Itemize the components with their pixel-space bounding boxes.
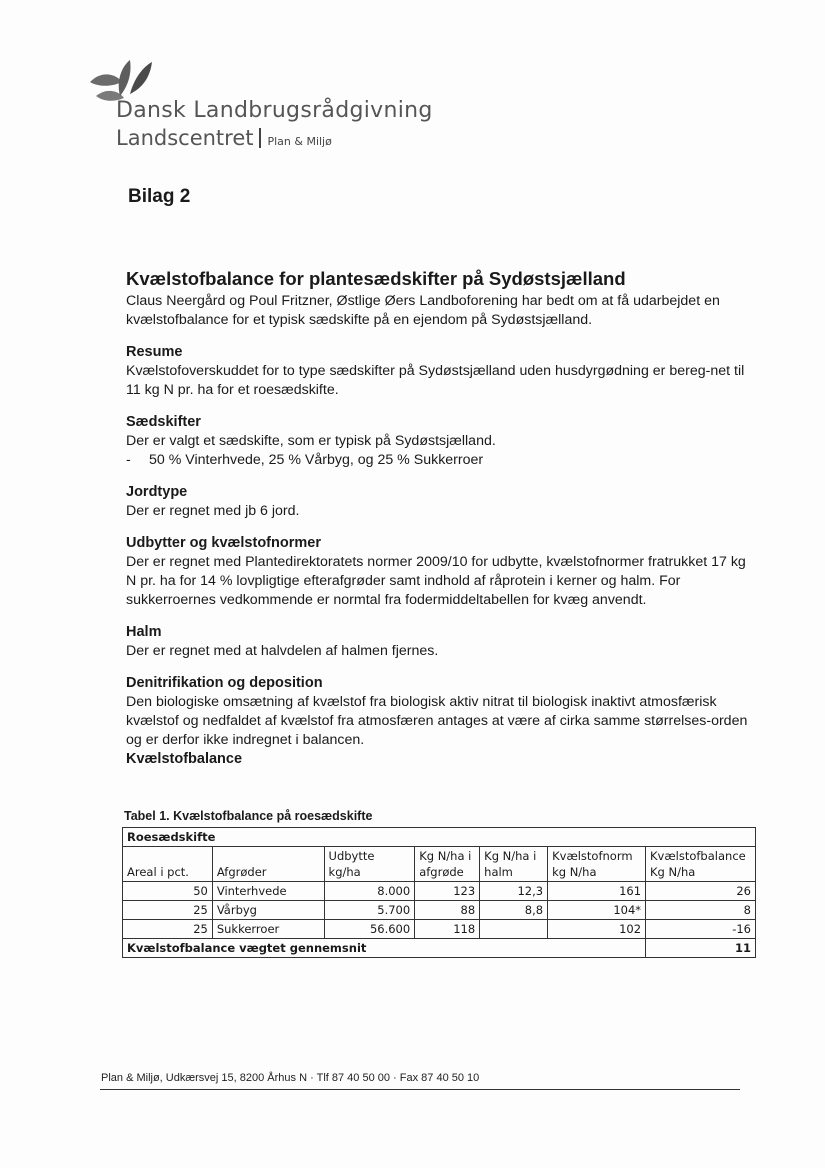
cell-areal: 50 <box>123 882 213 901</box>
nitrogen-balance-table <box>122 827 756 958</box>
cell-udbytte: 5.700 <box>324 901 415 920</box>
section-halm <box>126 623 756 661</box>
cell-udbytte: 56.600 <box>324 920 415 939</box>
table-group-title: Roesædskifte <box>123 828 756 847</box>
section-saedskifter <box>126 413 756 470</box>
header-cell: Areal i pct. <box>123 847 213 882</box>
organization-logo <box>86 56 446 156</box>
document-title: Kvælstofbalance for plantesædskifter på Sydøstsjælland <box>126 268 626 289</box>
footer-divider <box>100 1089 740 1090</box>
table-total-row <box>123 939 756 958</box>
table-caption: Tabel 1. Kvælstofbalance på roesædskifte <box>124 809 373 823</box>
footer-address: Plan & Miljø, Udkærsvej 15, 8200 Århus N · Tlf 87 40 50 00 · Fax 87 40 50 10 <box>101 1072 480 1084</box>
table-row <box>123 920 756 939</box>
total-label: Kvælstofbalance vægtet gennemsnit <box>123 939 646 958</box>
bullet-text: 50 % Vinterhvede, 25 % Vårbyg, og 25 % Sukkerroer <box>149 452 484 468</box>
cell-balance: 26 <box>646 882 756 901</box>
cell-n-halm: 8,8 <box>480 901 548 920</box>
logo-line-organization: Dansk Landbrugsrådgivning <box>116 98 433 123</box>
cell-norm: 104* <box>548 901 646 920</box>
logo-landscentret: Landscentret <box>116 126 254 150</box>
logo-line-department <box>116 126 332 150</box>
bullet-item <box>126 451 756 470</box>
cell-n-halm: 12,3 <box>480 882 548 901</box>
section-heading: Udbytter og kvælstofnormer <box>126 535 321 551</box>
cell-afgrode: Vinterhvede <box>212 882 324 901</box>
section-heading: Jordtype <box>126 484 188 500</box>
section-heading: Sædskifter <box>126 414 201 430</box>
cell-afgrode: Sukkerroer <box>212 920 324 939</box>
table-row <box>123 901 756 920</box>
cell-areal: 25 <box>123 920 213 939</box>
section-body: Kvælstofoverskuddet for to type sædskifter på Sydøstsjælland uden husdyrgødning er bereg-net til 11 kg N pr. ha for et roesædskifte. <box>126 363 745 398</box>
section-body: Der er valgt et sædskifte, som er typisk på Sydøstsjælland. <box>126 433 496 449</box>
header-cell: Udbytte kg/ha <box>324 847 415 882</box>
cell-afgrode: Vårbyg <box>212 901 324 920</box>
bullet-dash: - <box>126 452 131 468</box>
cell-udbytte: 8.000 <box>324 882 415 901</box>
logo-plan-miljo: Plan & Miljø <box>267 135 332 148</box>
header-cell: Kg N/ha i afgrøde <box>415 847 480 882</box>
header-cell: Kg N/ha i halm <box>480 847 548 882</box>
section-body: Der er regnet med jb 6 jord. <box>126 503 300 519</box>
section-body: Der er regnet med at halvdelen af halmen fjernes. <box>126 643 439 659</box>
table-header-row <box>123 847 756 882</box>
section-jordtype <box>126 483 756 521</box>
section-heading: Resume <box>126 344 183 360</box>
document-body <box>126 267 756 769</box>
appendix-label: Bilag 2 <box>128 186 191 207</box>
section-denitrifikation <box>126 674 756 769</box>
table-group-row <box>123 828 756 847</box>
balance-heading: Kvælstofbalance <box>126 751 243 767</box>
cell-n-afgrode: 123 <box>415 882 480 901</box>
cell-n-afgrode: 88 <box>415 901 480 920</box>
header-cell: Afgrøder <box>212 847 324 882</box>
table-row <box>123 882 756 901</box>
logo-separator <box>259 128 261 148</box>
section-heading: Halm <box>126 624 162 640</box>
cell-norm: 161 <box>548 882 646 901</box>
cell-n-halm <box>480 920 548 939</box>
total-value: 11 <box>646 939 756 958</box>
cell-balance: 8 <box>646 901 756 920</box>
header-cell: Kvælstofbalance Kg N/ha <box>646 847 756 882</box>
section-heading: Denitrifikation og deposition <box>126 675 323 691</box>
cell-balance: -16 <box>646 920 756 939</box>
intro-paragraph: Claus Neergård og Poul Fritzner, Østlige Øers Landboforening har bedt om at få udarbejdet en kvælstofbalance for et typisk sædskifte på en ejendom på Sydøstsjælland. <box>126 293 720 328</box>
cell-n-afgrode: 118 <box>415 920 480 939</box>
section-udbytter <box>126 534 756 610</box>
cell-areal: 25 <box>123 901 213 920</box>
section-body: Der er regnet med Plantedirektoratets normer 2009/10 for udbytte, kvælstofnormer fratrukket 17 kg N pr. ha for 14 % lovpligtige efterafgrøder samt indhold af råprotein i kerner og halm. For sukkerroernes vedkommende er normtal fra fodermiddeltabellen for kvæg anvendt. <box>126 554 746 608</box>
section-body: Den biologiske omsætning af kvælstof fra biologisk aktiv nitrat til biologisk inaktivt atmosfærisk kvælstof og nedfaldet af kvælstof fra atmosfæren antages at være af cirka samme størrelses-orden og er derfor ikke indregnet i balancen. <box>126 694 748 748</box>
header-cell: Kvælstofnorm kg N/ha <box>548 847 646 882</box>
cell-norm: 102 <box>548 920 646 939</box>
section-resume <box>126 343 756 400</box>
